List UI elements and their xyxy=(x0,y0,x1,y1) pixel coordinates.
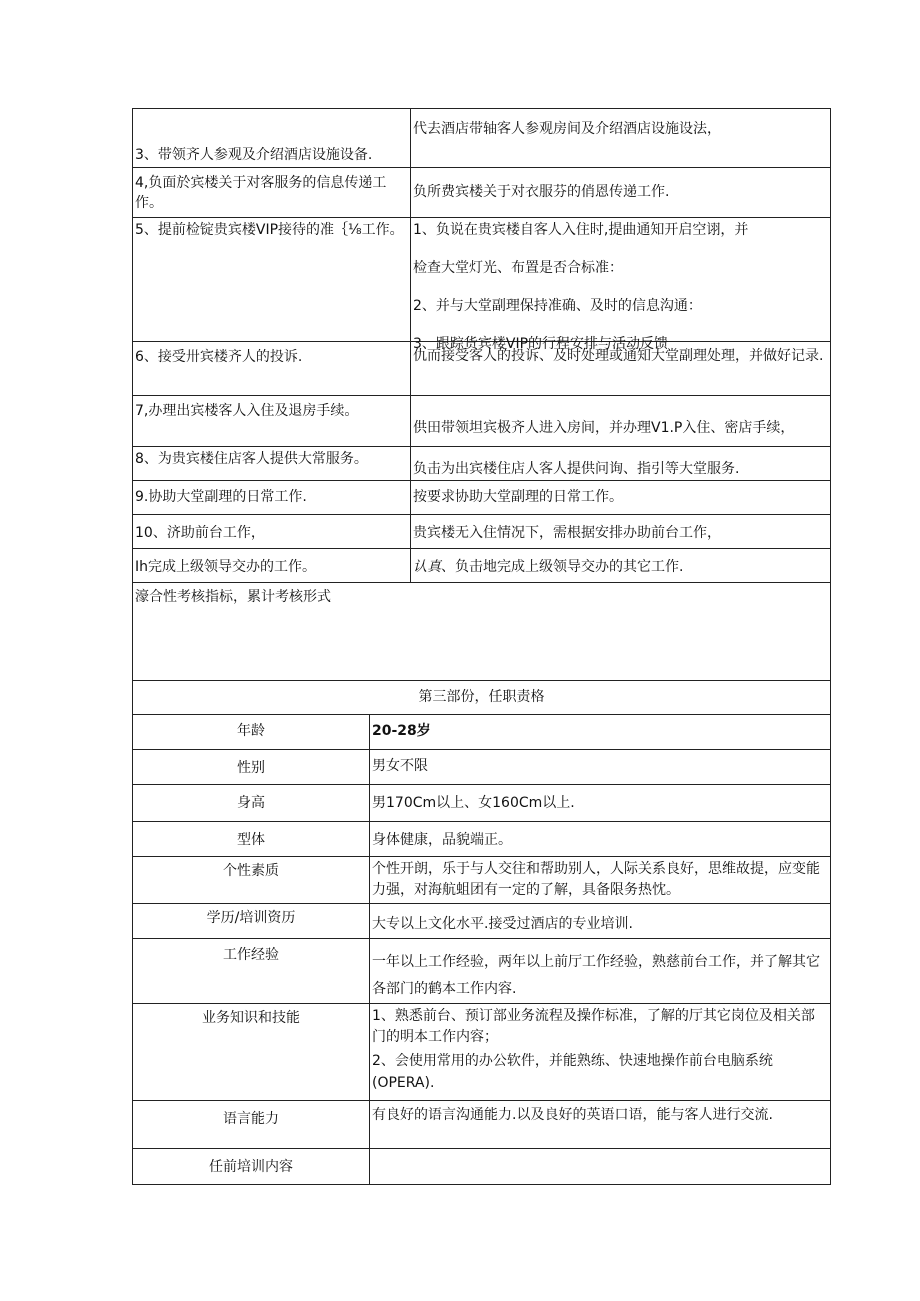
duty-row xyxy=(133,549,831,583)
duty-name: 6、接受卅宾楼齐人的投诉. xyxy=(133,342,411,396)
duty-name: 9.协助大堂副理的日常工作. xyxy=(133,481,411,515)
requirement-row xyxy=(133,1149,831,1185)
kpi-label: 濠合性考核指标，累计考核形式 xyxy=(133,583,831,681)
duty-row xyxy=(133,515,831,549)
requirements-table xyxy=(132,714,831,1185)
requirement-value xyxy=(370,1004,831,1101)
requirement-row xyxy=(133,785,831,822)
section-header-row xyxy=(133,681,831,715)
requirement-label: 性别 xyxy=(133,750,370,785)
requirement-row xyxy=(133,939,831,1004)
duty-name: 7,办理出宾楼客人入住及退房手续。 xyxy=(133,396,411,447)
duty-name: 4,负面於宾楼关于对客服务的信息传递工作。 xyxy=(133,168,411,218)
requirement-label: 工作经验 xyxy=(133,939,370,1004)
duty-detail: 负所费宾楼关于对衣服芬的俏恩传递工作. xyxy=(411,168,831,218)
section3-title: 第三部份，任职责格 xyxy=(133,681,831,715)
duty-detail: 代去酒店带轴客人参观房间及介绍酒店设施设法， xyxy=(411,109,831,168)
duty-detail: 贵宾楼无入住情况下，需根据安排办助前台工作， xyxy=(411,515,831,549)
duty-detail-rest: 、负击地完成上级领导交办的其它工作. xyxy=(441,559,684,575)
requirement-value: 有良好的语言沟通能力.以及良好的英语口语，能与客人进行交流. xyxy=(370,1101,831,1149)
requirement-value: 一年以上工作经验，两年以上前厅工作经验，熟慈前台工作，并了解其它各部门的鹤本工作内容. xyxy=(370,939,831,1004)
requirement-value: 大专以上文化水平.接受过酒店的专业培训. xyxy=(370,904,831,939)
duty-row xyxy=(133,481,831,515)
kpi-row xyxy=(133,583,831,681)
requirement-label: 年龄 xyxy=(133,715,370,750)
duty-detail: 负击为出宾楼住店人客人提供问询、指引等大堂服务. xyxy=(411,447,831,481)
duty-name: 5、提前检锭贵宾楼VIP接待的准｛⅛工作。 xyxy=(133,218,411,342)
requirement-label: 学历/培训资历 xyxy=(133,904,370,939)
duty-detail: 仇而接受客人的投诉、及时处理或通知大堂副理处理，并做好记录. xyxy=(411,342,831,396)
job-description-document xyxy=(132,108,830,1183)
duty-detail-emphasis: 认真 xyxy=(413,559,441,575)
requirement-row xyxy=(133,715,831,750)
requirement-value: 个性开朗，乐于与人交往和帮助别人，人际关系良好，思维故提，应变能力强，对海航蛆团有一定的了解，具备限务热忱。 xyxy=(370,857,831,904)
requirement-value: 男女不限 xyxy=(370,750,831,785)
duty-row xyxy=(133,342,831,396)
requirement-value xyxy=(370,1149,831,1185)
requirement-value: 20-28岁 xyxy=(370,715,831,750)
duty-row xyxy=(133,168,831,218)
requirement-row xyxy=(133,1004,831,1101)
duty-name: 3、带领齐人参观及介绍酒店设施设备. xyxy=(133,109,411,168)
duty-detail xyxy=(411,218,831,352)
duty-detail-line: 检查大堂灯光、布置是否合标准： xyxy=(413,260,623,276)
duty-row xyxy=(133,218,831,342)
duty-name: Ih完成上级领导交办的工作。 xyxy=(133,549,411,583)
duty-detail-line: 1、负说在贵宾楼自客人入住时,提曲通知开启空诩，并 xyxy=(413,222,749,238)
requirement-label: 任前培训内容 xyxy=(133,1149,370,1185)
duty-detail-line: 3、跟踪货宾楼VIP的行程安排与活动反馈 xyxy=(413,336,669,352)
duties-table xyxy=(132,108,831,715)
requirement-label: 身高 xyxy=(133,785,370,822)
requirement-label: 语言能力 xyxy=(133,1101,370,1149)
duty-row xyxy=(133,396,831,447)
requirement-row xyxy=(133,822,831,857)
duty-detail: 按要求协助大堂副理的日常工作。 xyxy=(411,481,831,515)
requirement-row xyxy=(133,857,831,904)
duty-detail-line: 2、并与大堂副理保持准确、及时的信息沟通： xyxy=(413,298,702,314)
requirement-label: 业务知识和技能 xyxy=(133,1004,370,1101)
requirement-label: 型体 xyxy=(133,822,370,857)
duty-name: 10、济助前台工作， xyxy=(133,515,411,549)
duty-row xyxy=(133,109,831,168)
duty-name: 8、为贵宾楼住店客人提供大常服务。 xyxy=(133,447,411,481)
requirement-row xyxy=(133,904,831,939)
requirement-value: 身体健康，品貌端正。 xyxy=(370,822,831,857)
duty-detail xyxy=(411,549,831,583)
duty-row xyxy=(133,447,831,481)
requirement-value-line: 2、会使用常用的办公软件，并能熟练、快速地操作前台电脑系统(OPERA). xyxy=(372,1053,773,1091)
duty-detail: 供田带领坦宾极齐人进入房间，并办理V1.P入住、密店手续， xyxy=(411,396,831,447)
requirement-value: 男170Cm以上、女160Cm以上. xyxy=(370,785,831,822)
requirement-row xyxy=(133,1101,831,1149)
requirement-value-line: 1、熟悉前台、预订部业务流程及操作标准，了解的厅其它岗位及相关部门的明本工作内容； xyxy=(372,1008,815,1045)
requirement-row xyxy=(133,750,831,785)
requirement-label: 个性素质 xyxy=(133,857,370,904)
